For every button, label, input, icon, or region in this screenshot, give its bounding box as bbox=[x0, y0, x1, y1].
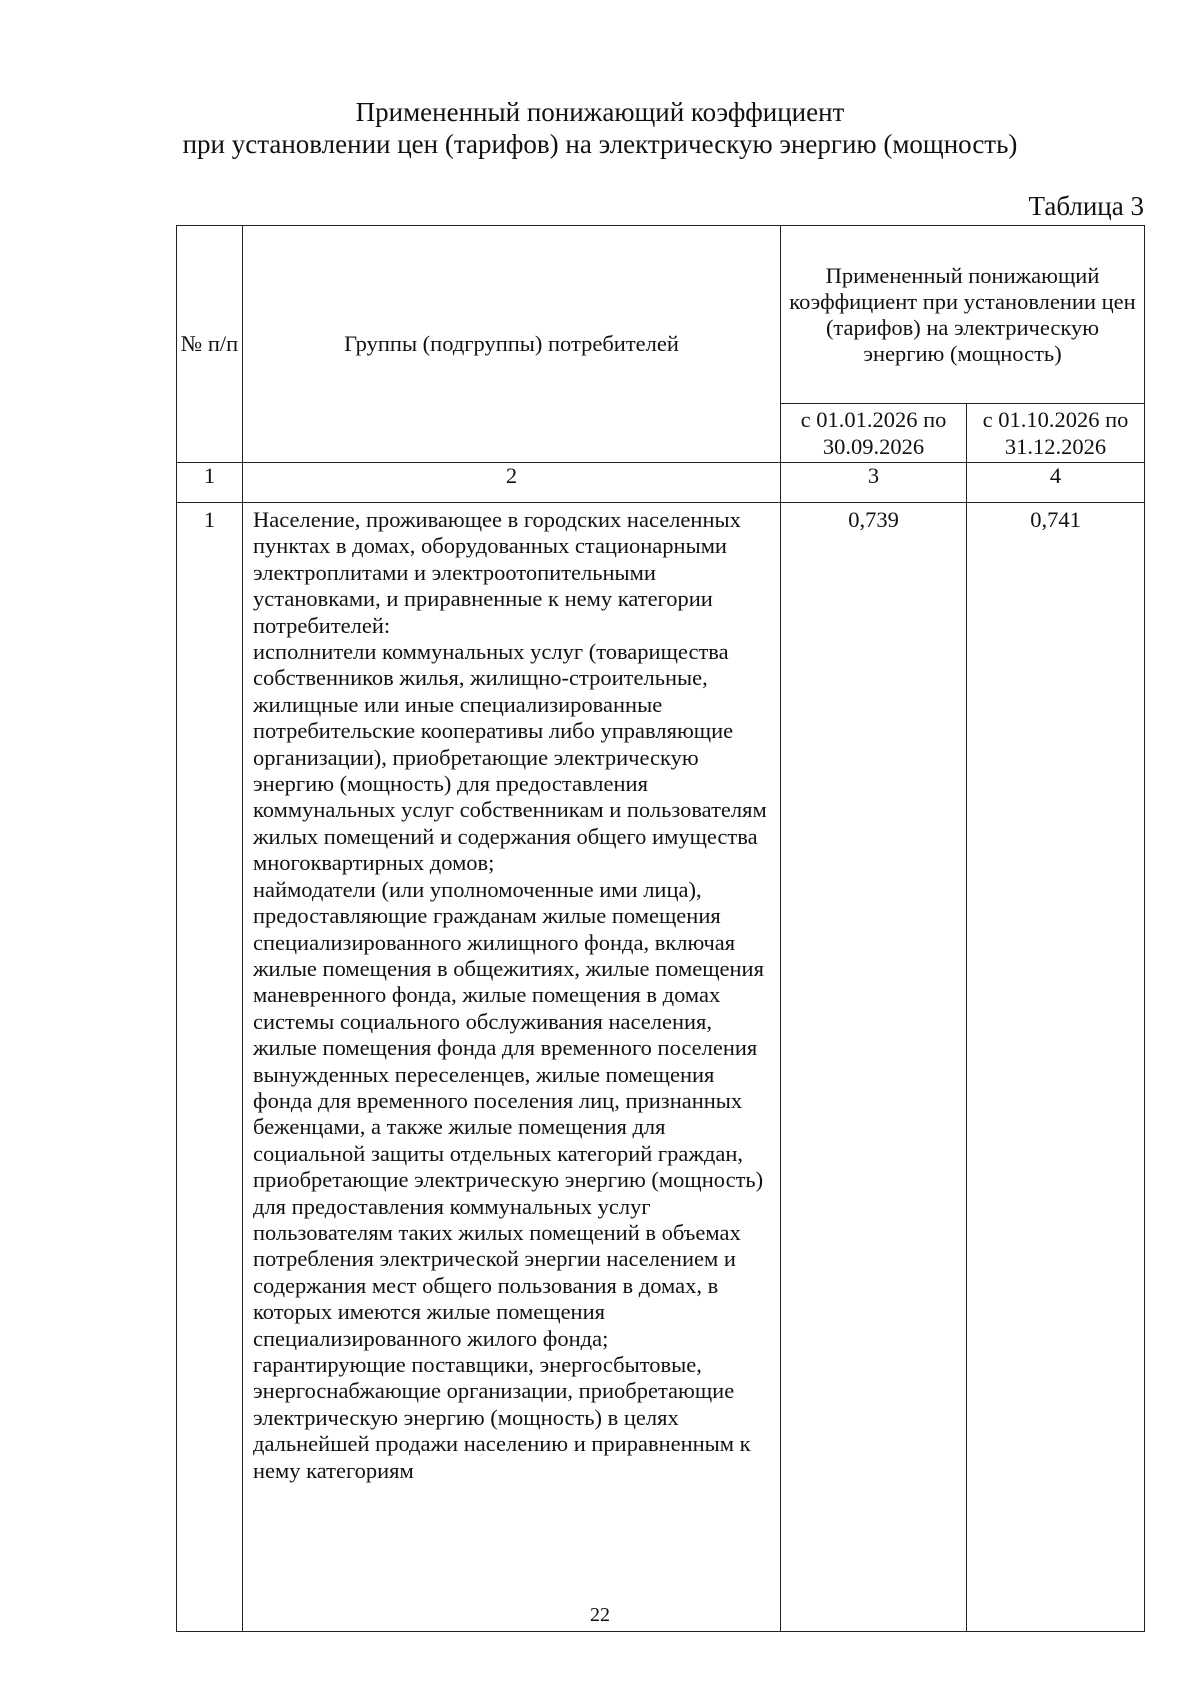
header-number-cell: № п/п bbox=[177, 226, 243, 463]
table-row bbox=[177, 503, 1145, 1632]
header-group-cell: Группы (подгруппы) потребителей bbox=[243, 226, 781, 463]
coefficient-value-period-2: 0,741 bbox=[967, 503, 1145, 1632]
consumer-group-paragraph: исполнители коммунальных услуг (товарищества собственников жилья, жилищно-строительные, жилищные или иные специализированные потребительские кооперативы либо управляющие организации), приобретающие электрическую энергию (мощность) для предоставления коммунальных услуг собственникам и пользователям жилых помещений и содержания общего имущества многоквартирных домов; bbox=[253, 639, 767, 876]
row-number: 1 bbox=[177, 503, 243, 1632]
consumer-group-text bbox=[243, 503, 781, 1632]
coefficient-table bbox=[176, 225, 1145, 1632]
header-period-1: с 01.01.2026 по 30.09.2026 bbox=[781, 404, 967, 463]
column-number-4: 4 bbox=[967, 463, 1145, 503]
document-title-line-2: при установлении цен (тарифов) на электрическую энергию (мощность) bbox=[182, 129, 1018, 159]
page-number: 22 bbox=[590, 1604, 610, 1626]
consumer-group-paragraph: наймодатели (или уполномоченные ими лица), предоставляющие гражданам жилые помещения специализированного жилищного фонда, включая жилые помещения в общежитиях, жилые помещения маневренного фонда, жилые помещения в домах системы социального обслуживания населения, жилые помещения фонда для временного поселения вынужденных переселенцев, жилые помещения фонда для временного поселения лиц, признанных беженцами, а также жилые помещения для социальной защиты отдельных категорий граждан, приобретающие электрическую энергию (мощность) для предоставления коммунальных услуг пользователям таких жилых помещений в объемах потребления электрической энергии населением и содержания мест общего пользования в домах, в которых имеются жилые помещения специализированного жилого фонда; bbox=[253, 876, 764, 1351]
document-title-line-1: Примененный понижающий коэффициент bbox=[355, 97, 845, 127]
column-number-1: 1 bbox=[177, 463, 243, 503]
column-number-2: 2 bbox=[243, 463, 781, 503]
column-number-row bbox=[177, 463, 1145, 503]
table-header-row bbox=[177, 226, 1145, 404]
table-caption: Таблица 3 bbox=[1028, 191, 1144, 221]
header-coefficient-cell: Примененный понижающий коэффициент при установлении цен (тарифов) на электрическую энергию (мощность) bbox=[781, 226, 1145, 404]
coefficient-value-period-1: 0,739 bbox=[781, 503, 967, 1632]
header-period-2: с 01.10.2026 по 31.12.2026 bbox=[967, 404, 1145, 463]
consumer-group-paragraph: Население, проживающее в городских населенных пунктах в домах, оборудованных стационарными электроплитами и электроотопительными установками, и приравненные к нему категории потребителей: bbox=[253, 507, 741, 638]
consumer-group-paragraph: гарантирующие поставщики, энергосбытовые, энергоснабжающие организации, приобретающие электрическую энергию (мощность) в целях дальнейшей продажи населению и приравненным к нему категориям bbox=[253, 1352, 751, 1483]
column-number-3: 3 bbox=[781, 463, 967, 503]
